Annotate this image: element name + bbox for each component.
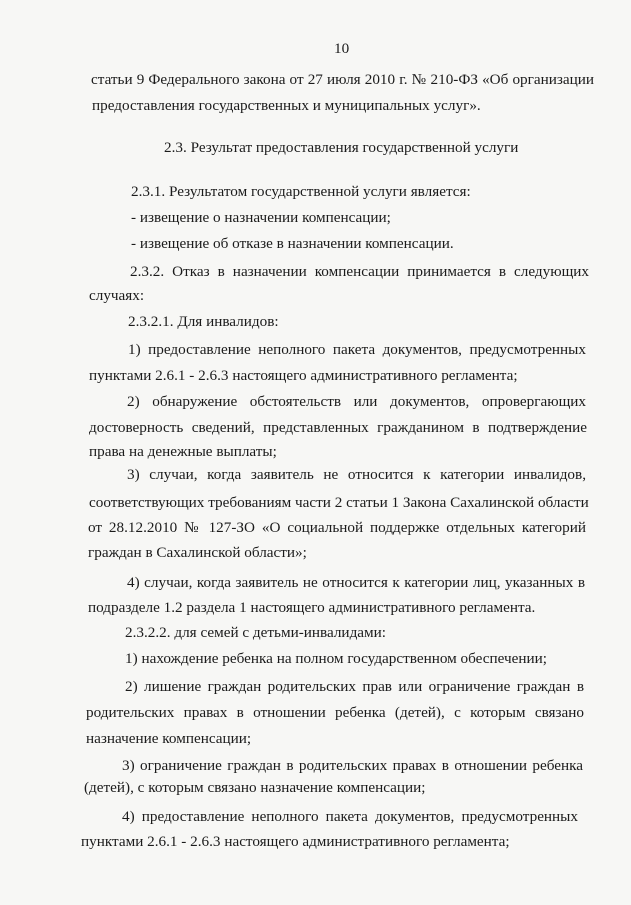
list-item: - извещение об отказе в назначении компенсации. <box>131 235 454 252</box>
paragraph-line: 3) ограничение граждан в родительских правах в отношении ребенка <box>122 757 583 774</box>
list-item: - извещение о назначении компенсации; <box>131 209 391 226</box>
paragraph-line: предоставления государственных и муниципальных услуг». <box>92 97 481 114</box>
paragraph-line: подразделе 1.2 раздела 1 настоящего административного регламента. <box>88 599 536 616</box>
paragraph-line: 4) предоставление неполного пакета документов, предусмотренных <box>122 808 578 825</box>
paragraph-line: 1) предоставление неполного пакета документов, предусмотренных <box>128 341 586 358</box>
paragraph-line: (детей), с которым связано назначение компенсации; <box>84 779 426 796</box>
paragraph-line: 2.3.2. Отказ в назначении компенсации принимается в следующих <box>130 263 589 280</box>
page-number: 10 <box>334 40 350 57</box>
paragraph-line: статьи 9 Федерального закона от 27 июля 2010 г. № 210-ФЗ «Об организации <box>91 71 594 88</box>
subsection-title: 2.3.2.2. для семей с детьми-инвалидами: <box>125 624 386 641</box>
paragraph-line: пунктами 2.6.1 - 2.6.3 настоящего административного регламента; <box>89 367 518 384</box>
subsection-title: 2.3.2.1. Для инвалидов: <box>128 313 279 330</box>
paragraph-line: достоверность сведений, представленных гражданином в подтверждение <box>89 419 587 436</box>
paragraph-line: 3) случаи, когда заявитель не относится к категории инвалидов, <box>127 466 586 483</box>
paragraph-line: назначение компенсации; <box>86 730 252 747</box>
paragraph-line: 2) обнаружение обстоятельств или документов, опровергающих <box>127 393 586 410</box>
paragraph-line: от 28.12.2010 № 127-ЗО «О социальной поддержке отдельных категорий <box>88 519 586 536</box>
paragraph-line: права на денежные выплаты; <box>89 443 277 460</box>
paragraph-line: родительских правах в отношении ребенка (детей), с которым связано <box>86 704 584 721</box>
paragraph-line: 1) нахождение ребенка на полном государственном обеспечении; <box>125 650 548 667</box>
paragraph-line: 2) лишение граждан родительских прав или ограничение граждан в <box>125 678 584 695</box>
section-heading: 2.3. Результат предоставления государственной услуги <box>164 139 519 156</box>
paragraph-line: 2.3.1. Результатом государственной услуги является: <box>131 183 471 200</box>
paragraph-line: граждан в Сахалинской области»; <box>88 544 307 561</box>
paragraph-line: 4) случаи, когда заявитель не относится к категории лиц, указанных в <box>127 574 585 591</box>
paragraph-line: пунктами 2.6.1 - 2.6.3 настоящего административного регламента; <box>81 833 510 850</box>
paragraph-line: случаях: <box>89 287 145 304</box>
paragraph-line: соответствующих требованиям части 2 статьи 1 Закона Сахалинской области <box>89 494 589 511</box>
